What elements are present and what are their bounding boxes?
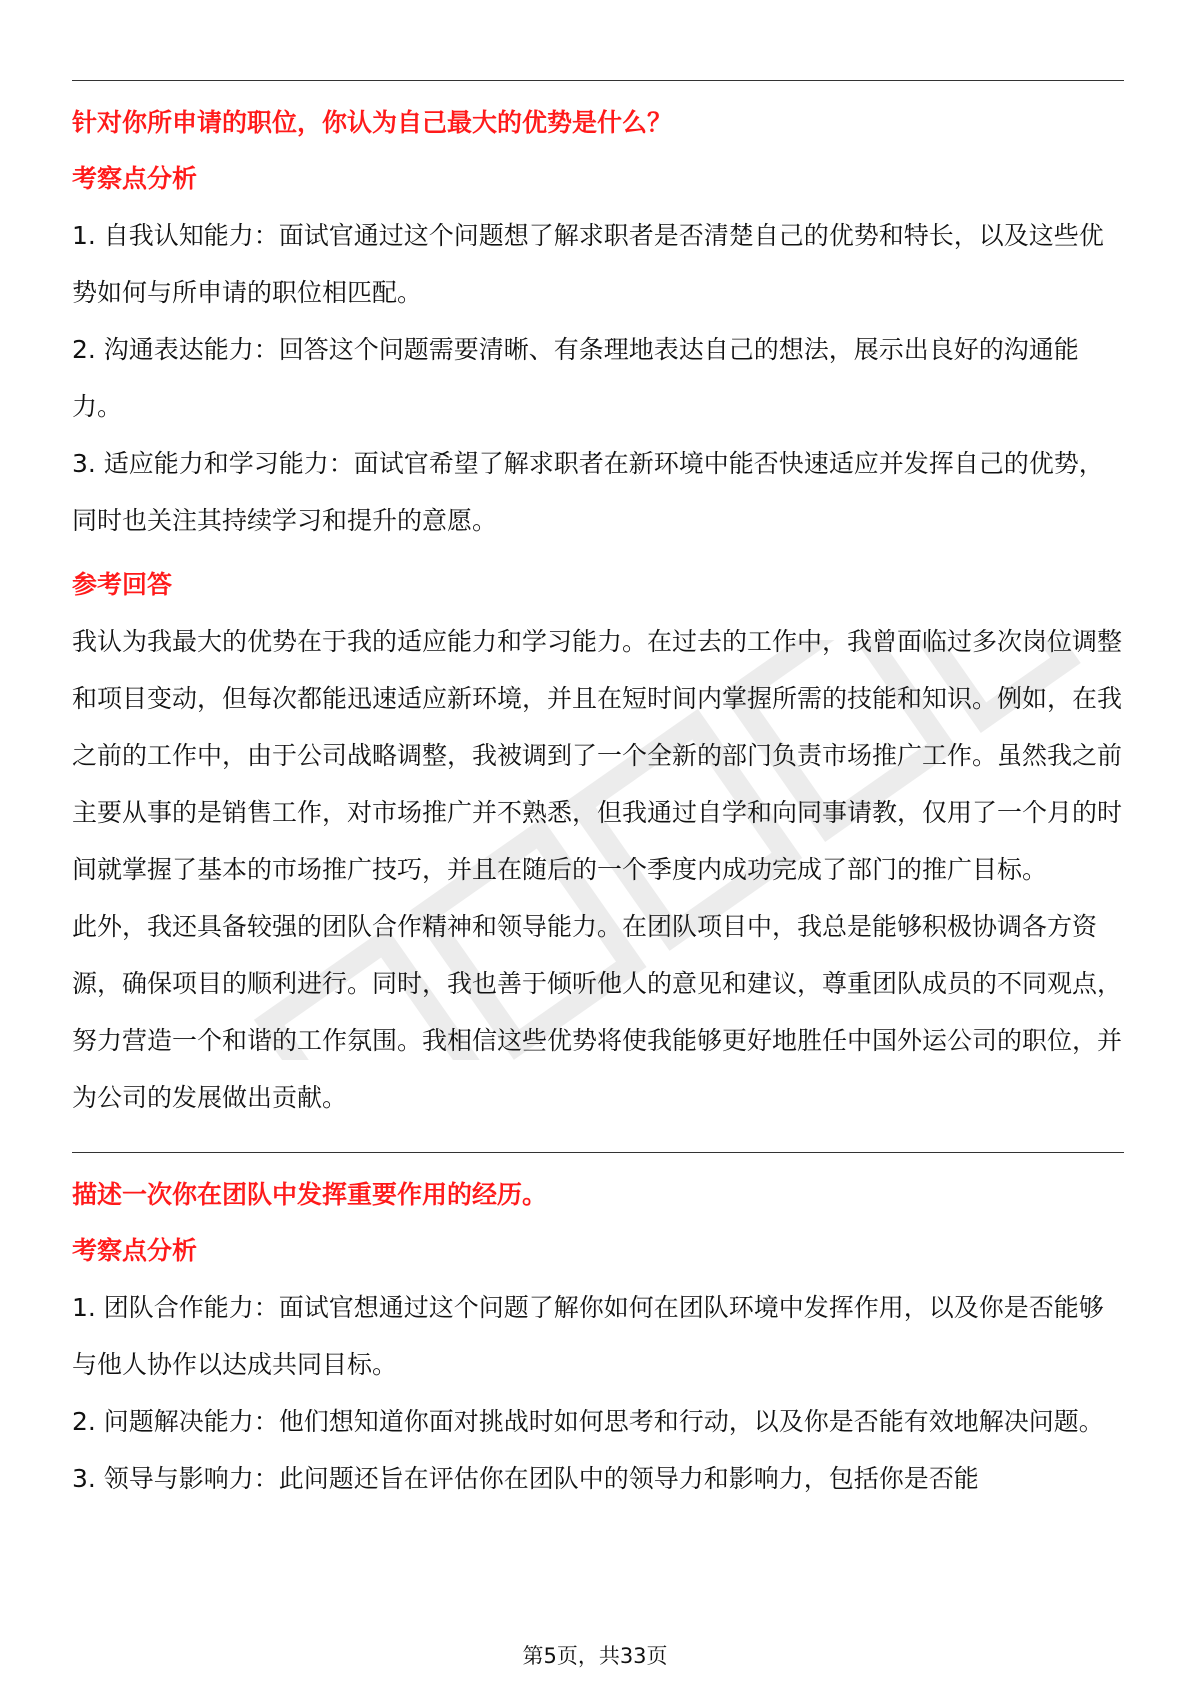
analysis-item: 1. 团队合作能力：面试官想通过这个问题了解你如何在团队环境中发挥作用，以及你是否能够与他人协作以达成共同目标。 xyxy=(72,1293,1104,1379)
answer-paragraph: 我认为我最大的优势在于我的适应能力和学习能力。在过去的工作中，我曾面临过多次岗位调整和项目变动，但每次都能迅速适应新环境，并且在短时间内掌握所需的技能和知识。例如，在我之前的工作中，由于公司战略调整，我被调到了一个全新的部门负责市场推广工作。虽然我之前主要从事的是销售工作，对市场推广并不熟悉，但我通过自学和向同事请教，仅用了一个月的时间就掌握了基本的市场推广技巧，并且在随后的一个季度内成功完成了部门的推广目标。 xyxy=(72,627,1123,884)
analysis-heading: 考察点分析 xyxy=(72,1236,198,1265)
analysis-heading: 考察点分析 xyxy=(72,164,198,193)
question-heading: 针对你所申请的职位，你认为自己最大的优势是什么？ xyxy=(72,108,673,137)
question-heading: 描述一次你在团队中发挥重要作用的经历。 xyxy=(72,1180,548,1209)
section-divider xyxy=(72,80,1124,81)
analysis-item: 2. 问题解决能力：他们想知道你面对挑战时如何思考和行动，以及你是否能有效地解决问题。 xyxy=(72,1407,1104,1436)
analysis-item: 2. 沟通表达能力：回答这个问题需要清晰、有条理地表达自己的想法，展示出良好的沟通能力。 xyxy=(72,335,1079,421)
analysis-item: 3. 适应能力和学习能力：面试官希望了解求职者在新环境中能否快速适应并发挥自己的优势，同时也关注其持续学习和提升的意愿。 xyxy=(72,449,1104,535)
answer-heading: 参考回答 xyxy=(72,570,173,599)
analysis-item: 1. 自我认知能力：面试官通过这个问题想了解求职者是否清楚自己的优势和特长，以及这些优势如何与所申请的职位相匹配。 xyxy=(72,221,1104,307)
answer-paragraph: 此外，我还具备较强的团队合作精神和领导能力。在团队项目中，我总是能够积极协调各方资源，确保项目的顺利进行。同时，我也善于倾听他人的意见和建议，尊重团队成员的不同观点，努力营造一个和谐的工作氛围。我相信这些优势将使我能够更好地胜任中国外运公司的职位，并为公司的发展做出贡献。 xyxy=(72,912,1123,1112)
document-page xyxy=(72,80,1124,1507)
page-footer: 第5页，共33页 xyxy=(522,1644,668,1668)
section-divider xyxy=(72,1152,1124,1153)
analysis-item: 3. 领导与影响力：此问题还旨在评估你在团队中的领导力和影响力，包括你是否能 xyxy=(72,1464,979,1493)
